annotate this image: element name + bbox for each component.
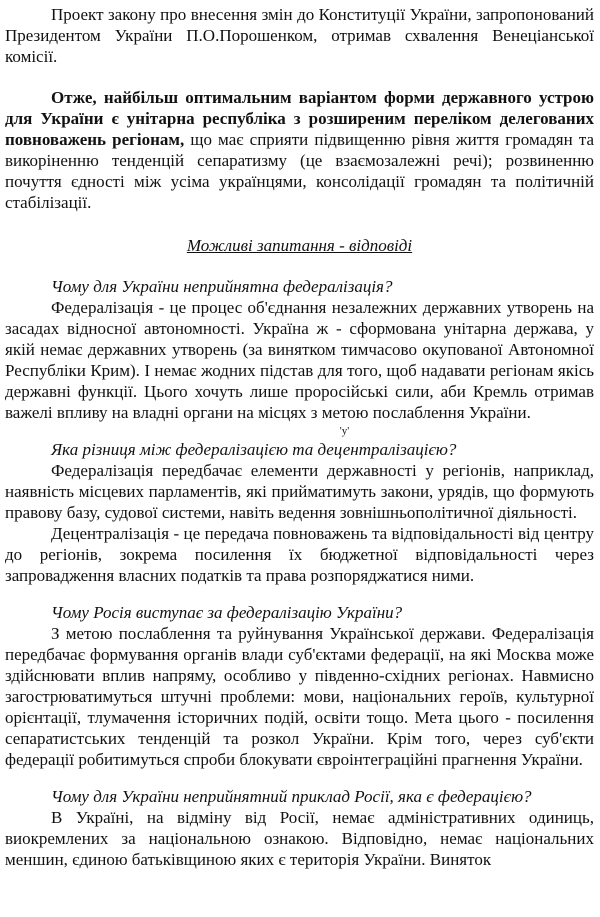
question-2: Яка різниця між федералізацією та децентралізацією?: [51, 440, 457, 459]
answer-2b: Децентралізація - це передача повноважень та відповідальності від центру до регіонів, зокрема посилення їх бюджетної відповідальності через запровадження власних податків та права розпоряджатися ними.: [5, 524, 594, 585]
paragraph-conclusion: [5, 87, 594, 213]
answer-1: Федералізація - це процес об'єднання незалежних державних утворень на засадах відносної автономності. Україна ж - сформована унітарна держава, у якій немає державних утворень (за винятком тимчасово окупованої Автономної Республіки Крим). І немає жодних підстав для того, щоб надавати регіонам якісь державні функції. Цього хочуть лише проросійські сили, аби Кремль отримав важелі впливу на владні органи на місцях з метою послаблення України.: [5, 298, 594, 422]
answer-2a: Федералізація передбачає елементи державності у регіонів, наприклад, наявність місцевих парламентів, які прийматимуть закони, урядів, що формують правову базу, судової системи, навіть ведення зовнішньополітичної діяльності.: [5, 461, 594, 522]
answer-4: В Україні, на відміну від Росії, немає адміністративних одиниць, виокремлених за національною ознакою. Відповідно, немає національних меншин, єдиною батьківщиною яких є територія України. Виняток: [5, 808, 594, 869]
conclusion-bold-text: Отже, найбільш оптимальним варіантом форми державного устрою для України є унітарна республіка з розширеним переліком делегованих повноважень регіонам,: [5, 88, 594, 149]
question-3: Чому Росія виступає за федералізацію України?: [51, 603, 403, 622]
question-4: Чому для України неприйнятний приклад Росії, яка є федерацією?: [51, 787, 532, 806]
paragraph-venice-commission: Проект закону про внесення змін до Конституції України, запропонований Президентом України П.О.Порошенком, отримав схвалення Венеціанської комісії.: [5, 5, 594, 66]
question-1: Чому для України неприйнятна федералізація?: [51, 277, 393, 296]
section-heading: Можливі запитання - відповіді: [186, 236, 413, 255]
stray-mark: 'y': [339, 425, 350, 437]
conclusion-rest-text: що має сприяти підвищенню рівня життя громадян та викоріненню тенденцій сепаратизму (це взаємозалежні речі); розвиненню почуття єдності між усіма українцями, консолідації громадян та політичній стабілізації.: [5, 130, 594, 212]
answer-3: З метою послаблення та руйнування Української держави. Федералізація передбачає формування органів влади суб'єктами федерації, на які Москва може здійснювати вплив напряму, особливо у південно-східних регіонах. Навмисно загострюватимуться штучні проблеми: мови, національних героїв, культурної орієнтації, тлумачення історичних подій, освіти тощо. Мета цього - посилення сепаратистських тенденцій та розкол України. Крім того, через суб'єкти федерації робитимуться спроби блокувати євроінтеграційні прагнення України.: [5, 624, 594, 769]
